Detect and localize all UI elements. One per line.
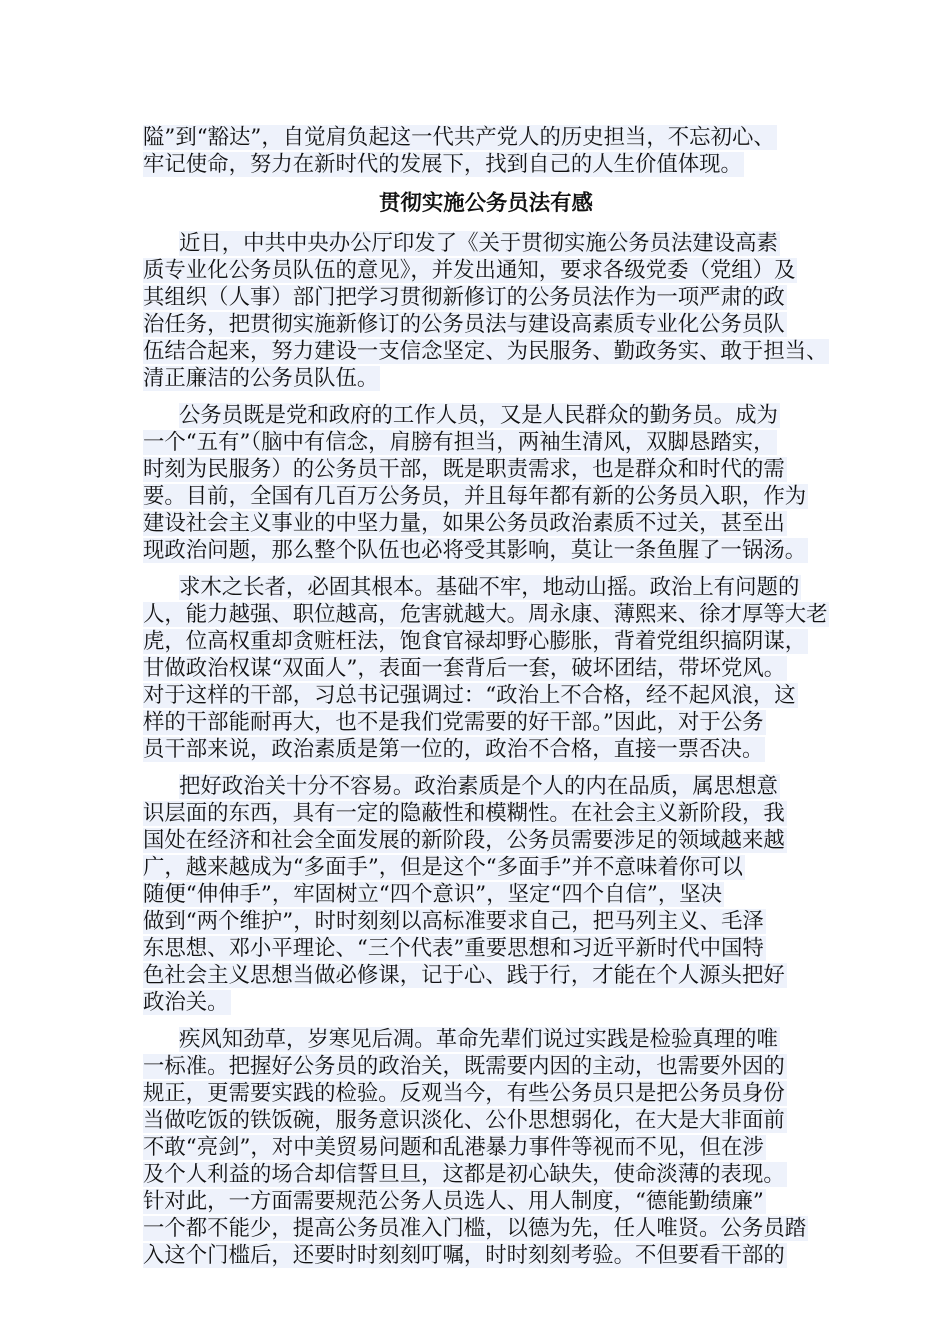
paragraph-line xyxy=(143,628,829,655)
paragraph-line xyxy=(143,854,829,881)
paragraph-line xyxy=(143,402,829,429)
paragraph-line-text: 做到“两个维护”，时时刻刻以高标准要求自己，把马列主义、毛泽 xyxy=(143,909,764,934)
paragraph-line-text: 针对此，一方面需要规范公务人员选人、用人制度，“德能勤绩廉” xyxy=(143,1189,764,1214)
paragraph-line xyxy=(143,601,829,628)
paragraph-line xyxy=(143,800,829,827)
paragraph-2 xyxy=(143,402,829,564)
paragraph-line-text: 治任务，把贯彻实施新修订的公务员法与建设高素质专业化公务员队 xyxy=(143,312,785,337)
paragraph-line xyxy=(143,230,829,257)
paragraph-line xyxy=(143,827,829,854)
paragraph-line xyxy=(143,365,829,392)
paragraph-line-text: 东思想、邓小平理论、“三个代表”重要思想和习近平新时代中国特 xyxy=(143,936,764,961)
paragraph-line xyxy=(143,1053,829,1080)
paragraph-line xyxy=(143,338,829,365)
paragraph-5 xyxy=(143,1026,829,1269)
paragraph-line xyxy=(143,736,829,763)
paragraph-line-text: 对于这样的干部，习总书记强调过：“政治上不合格，经不起风浪，这 xyxy=(143,683,796,708)
paragraph-line xyxy=(143,1107,829,1134)
paragraph-line-text: 虎，位高权重却贪赃枉法，饱食官禄却野心膨胀，背着党组织搞阴谋， xyxy=(143,629,807,654)
document-page xyxy=(143,124,829,1279)
paragraph-line xyxy=(143,483,829,510)
paragraph-line-text: 规正，更需要实践的检验。反观当今，有些公务员只是把公务员身份 xyxy=(143,1081,785,1106)
paragraph-4 xyxy=(143,773,829,1016)
paragraph-line-text: 疾风知劲草，岁寒见后凋。革命先辈们说过实践是检验真理的唯 xyxy=(179,1027,778,1052)
paragraph-line-text: 样的干部能耐再大，也不是我们党需要的好干部。”因此，对于公务 xyxy=(143,710,764,735)
paragraph-line xyxy=(143,1242,829,1269)
paragraph-line-text: 现政治问题，那么整个队伍也必将受其影响，莫让一条鱼腥了一锅汤。 xyxy=(143,538,807,563)
paragraph-line xyxy=(143,773,829,800)
paragraph-line-text: 一标准。把握好公务员的政治关，既需要内因的主动，也需要外因的 xyxy=(143,1054,785,1079)
paragraph-line-text: 识层面的东西，具有一定的隐蔽性和模糊性。在社会主义新阶段，我 xyxy=(143,801,785,826)
paragraph-line xyxy=(143,935,829,962)
paragraph-line-text: 清正廉洁的公务员队伍。 xyxy=(143,366,379,391)
paragraph-line-text: 人，能力越强、职位越高，危害就越大。周永康、薄熙来、徐才厚等大老 xyxy=(143,602,828,627)
paragraph-line xyxy=(143,456,829,483)
paragraph-1 xyxy=(143,230,829,392)
paragraph-line-text: 要。目前，全国有几百万公务员，并且每年都有新的公务员入职，作为 xyxy=(143,484,807,509)
paragraph-line xyxy=(143,257,829,284)
paragraph-line-text: 时刻为民服务）的公务员干部，既是职责需求，也是群众和时代的需 xyxy=(143,457,785,482)
paragraph-line-text: 求木之长者，必固其根本。基础不牢，地动山摇。政治上有问题的 xyxy=(179,575,800,600)
paragraph-line xyxy=(143,881,829,908)
paragraph-line xyxy=(143,574,829,601)
paragraph-line-text: 入这个门槛后，还要时时刻刻叮嘱，时时刻刻考验。不但要看干部的 xyxy=(143,1243,785,1268)
paragraph-line-text: 随便“伸伸手”，牢固树立“四个意识”，坚定“四个自信”，坚决 xyxy=(143,882,722,907)
paragraph-line-text: 甘做政治权谋“双面人”，表面一套背后一套，破坏团结，带坏党风。 xyxy=(143,656,786,681)
paragraph-line-text: 不敢“亮剑”，对中美贸易问题和乱港暴力事件等视而不见，但在涉 xyxy=(143,1135,764,1160)
paragraph-line-text: 政治关。 xyxy=(143,990,229,1015)
paragraph-line-text: 广，越来越成为“多面手”，但是这个“多面手”并不意味着你可以 xyxy=(143,855,743,880)
paragraph-line xyxy=(143,655,829,682)
paragraph-line-text: 质专业化公务员队伍的意见》，并发出通知，要求各级党委（党组）及 xyxy=(143,258,796,283)
intro-line xyxy=(143,124,829,151)
intro-paragraph xyxy=(143,124,829,178)
paragraph-line-text: 员干部来说，政治素质是第一位的，政治不合格，直接一票否决。 xyxy=(143,737,764,762)
paragraph-line xyxy=(143,1188,829,1215)
paragraph-3 xyxy=(143,574,829,763)
paragraph-line xyxy=(143,1161,829,1188)
paragraph-line xyxy=(143,1026,829,1053)
paragraph-line-text: 建设社会主义事业的中坚力量，如果公务员政治素质不过关，甚至出 xyxy=(143,511,785,536)
paragraph-line xyxy=(143,1080,829,1107)
paragraph-line-text: 色社会主义思想当做必修课，记于心、践于行，才能在个人源头把好 xyxy=(143,963,785,988)
paragraph-line-text: 及个人利益的场合却信誓旦旦，这都是初心缺失，使命淡薄的表现。 xyxy=(143,1162,785,1187)
article-title: 贯彻实施公务员法有感 xyxy=(379,191,593,216)
paragraph-line xyxy=(143,1134,829,1161)
paragraph-line-text: 一个“五有”（脑中有信念，肩膀有担当，两袖生清风，双脚恳踏实， xyxy=(143,430,775,455)
paragraph-line xyxy=(143,908,829,935)
paragraph-line-text: 近日，中共中央办公厅印发了《关于贯彻实施公务员法建设高素 xyxy=(179,231,778,256)
paragraph-line-text: 其组织（人事）部门把学习贯彻新修订的公务员法作为一项严肃的政 xyxy=(143,285,785,310)
intro-line xyxy=(143,151,829,178)
paragraph-line xyxy=(143,311,829,338)
intro-line-text: 隘”到“豁达”，自觉肩负起这一代共产党人的历史担当，不忘初心、 xyxy=(143,125,775,150)
paragraph-line-text: 伍结合起来，努力建设一支信念坚定、为民服务、勤政务实、敢于担当、 xyxy=(143,339,828,364)
paragraph-line xyxy=(143,989,829,1016)
paragraph-line-text: 一个都不能少，提高公务员准入门槛，以德为先，任人唯贤。公务员踏 xyxy=(143,1216,807,1241)
paragraph-line xyxy=(143,1215,829,1242)
paragraph-line xyxy=(143,682,829,709)
paragraph-line xyxy=(143,510,829,537)
paragraph-line xyxy=(143,537,829,564)
paragraph-line xyxy=(143,429,829,456)
intro-line-text: 牢记使命，努力在新时代的发展下，找到自己的人生价值体现。 xyxy=(143,152,742,177)
paragraph-line xyxy=(143,284,829,311)
paragraph-line xyxy=(143,709,829,736)
paragraph-line-text: 国处在经济和社会全面发展的新阶段，公务员需要涉足的领域越来越 xyxy=(143,828,785,853)
paragraph-line-text: 当做吃饭的铁饭碗，服务意识淡化、公仆思想弱化，在大是大非面前 xyxy=(143,1108,785,1133)
paragraph-line-text: 把好政治关十分不容易。政治素质是个人的内在品质，属思想意 xyxy=(179,774,778,799)
paragraph-line-text: 公务员既是党和政府的工作人员，又是人民群众的勤务员。成为 xyxy=(179,403,778,428)
paragraph-line xyxy=(143,962,829,989)
